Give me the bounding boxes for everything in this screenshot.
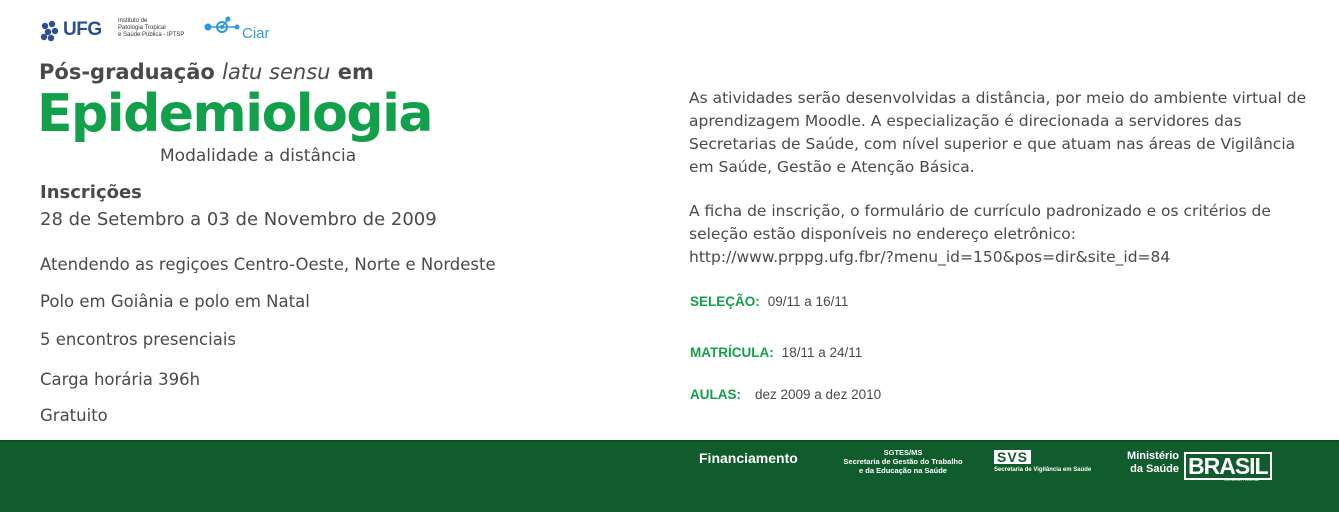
description-paragraph-2: A ficha de inscrição, o formulário de currículo padronizado e os critérios de seleção estão disponíveis no endereço eletrônico: http://www.prppg.ufg.fbr/?menu_id=150&pos=dir&site_id=84 xyxy=(689,200,1309,269)
inscricoes-label: Inscrições xyxy=(40,182,142,203)
registration-url: http://www.prppg.ufg.fbr/?menu_id=150&pos=dir&site_id=84 xyxy=(689,248,1171,266)
info-item-regions: Atendendo as regiçoes Centro-Oeste, Norte e Nordeste xyxy=(40,255,496,274)
schedule-matricula xyxy=(690,345,862,361)
schedule-label: MATRÍCULA: xyxy=(690,345,774,360)
governo-federal-text: GOVERNO FEDERAL xyxy=(1224,478,1260,482)
info-item-carga-horaria: Carga horária 396h xyxy=(40,370,201,389)
svs-logo: SVS xyxy=(994,450,1031,464)
course-title: Epidemiologia xyxy=(37,84,432,144)
info-item-encontros: 5 encontros presenciais xyxy=(40,330,237,349)
schedule-selecao xyxy=(690,294,848,310)
ufg-dots-icon xyxy=(40,20,62,42)
schedule-label: SELEÇÃO: xyxy=(690,294,760,309)
svs-logo-text: Secretaria de Vigilância em Saúde xyxy=(994,467,1092,473)
inscricoes-dates: 28 de Setembro a 03 de Novembro de 2009 xyxy=(40,209,437,230)
info-item-polos: Polo em Goiânia e polo em Natal xyxy=(40,292,310,311)
ciar-molecule-icon xyxy=(202,15,242,45)
ciar-logo-text: Ciar xyxy=(242,25,270,42)
financiamento-label: Financiamento xyxy=(699,450,798,466)
ufg-logo-text: UFG xyxy=(63,19,102,40)
schedule-value: 09/11 a 16/11 xyxy=(767,294,849,309)
brasil-logo: BRASIL xyxy=(1184,452,1272,480)
ufg-logo xyxy=(40,17,185,45)
schedule-aulas xyxy=(690,387,881,403)
schedule-value: dez 2009 a dez 2010 xyxy=(755,387,882,402)
course-modality: Modalidade a distância xyxy=(160,146,357,166)
ministerio-saude-logo: Ministério da Saúde xyxy=(1127,450,1179,475)
course-subtitle: Pós-graduação latu sensu em xyxy=(39,60,374,84)
info-item-gratuito: Gratuito xyxy=(40,406,108,425)
sgtes-logo: SGTES/MS Secretaria de Gestão do Trabalho e da Educação na Saúde xyxy=(843,448,963,475)
schedule-label: AULAS: xyxy=(690,387,741,402)
iptsp-logo-text: Instituto de Patologia Tropical e Saúde Pública - IPTSP xyxy=(118,18,185,38)
schedule-value: 18/11 a 24/11 xyxy=(781,345,863,360)
ciar-logo xyxy=(202,15,282,45)
description-paragraph-1: As atividades serão desenvolvidas a distância, por meio do ambiente virtual de aprendizagem Moodle. A especialização é direcionada a servidores das Secretarias de Saúde, com nível superior e que atuam nas áreas de Vigilância em Saúde, Gestão e Atenção Básica. xyxy=(689,89,1307,176)
